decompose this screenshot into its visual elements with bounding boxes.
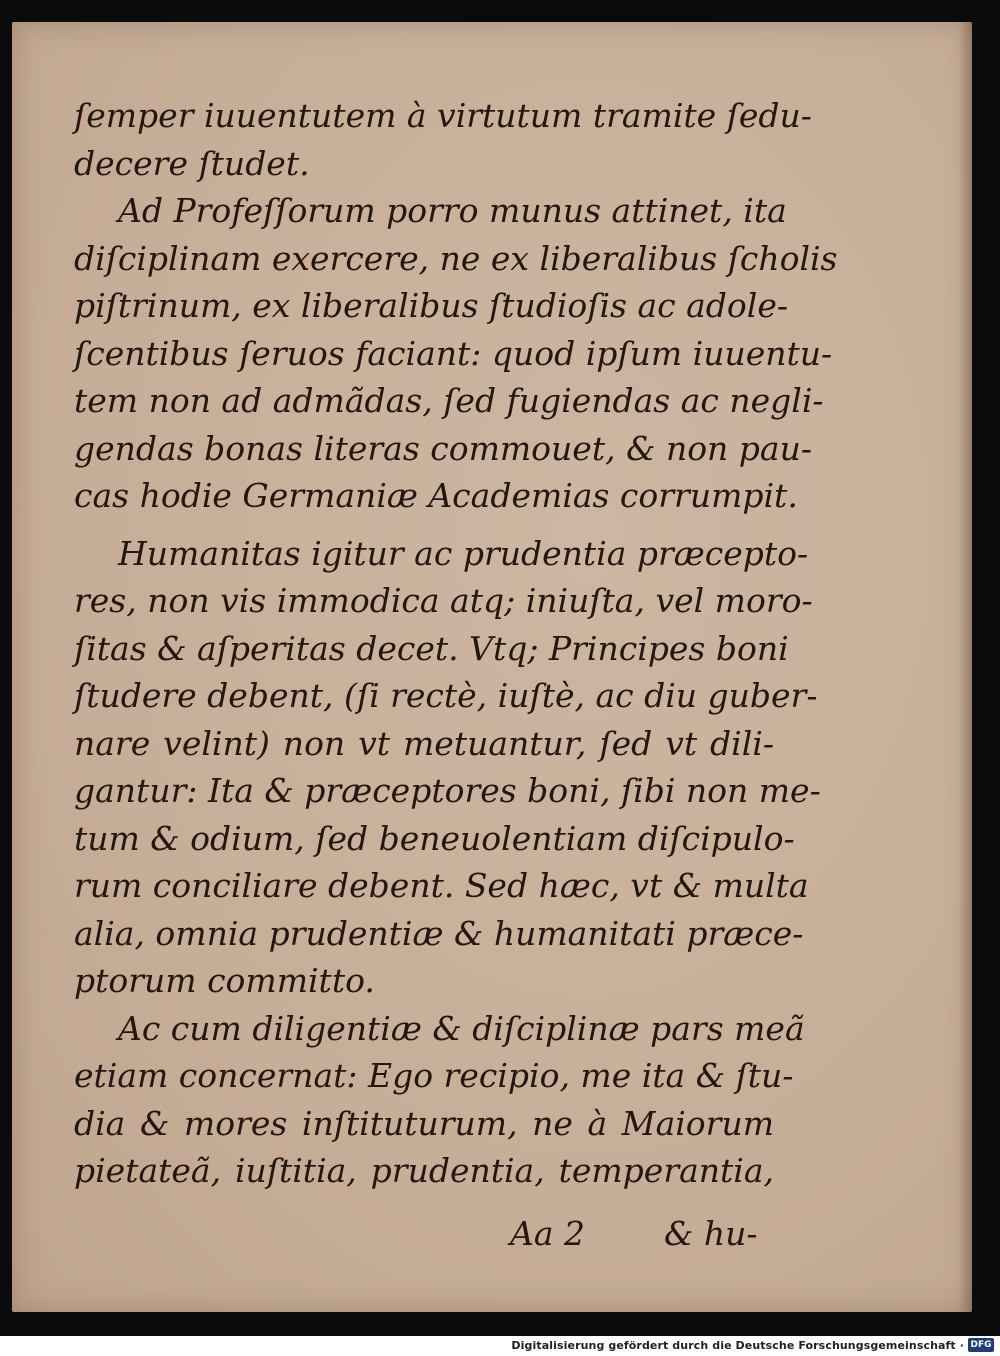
text-line: rum conciliare debent. Sed hæc, vt & multa <box>74 866 809 905</box>
book-page <box>12 22 972 1312</box>
signature-mark: Aa 2 <box>510 1214 585 1253</box>
text-line: Humanitas igitur ac prudentia præcepto- <box>118 533 809 573</box>
text-line: diſciplinam exercere, ne ex liberalibus ſcholis <box>74 238 838 278</box>
funding-credit: Digitalisierung gefördert durch die Deutsche Forschungsgemeinschaft · <box>511 1339 964 1352</box>
text-line: ſemper iuuentutem à virtutum tramite ſedu- <box>74 96 812 135</box>
text-line: gantur: Ita & præceptores boni, ſibi non me- <box>74 771 821 810</box>
text-line: dia & mores inſtituturum, ne à Maiorum <box>74 1103 774 1143</box>
text-line: cas hodie Germaniæ Academias corrumpit. <box>74 476 798 515</box>
text-line: ſitas & aſperitas decet. Vtq; Principes boni <box>74 628 789 668</box>
text-line: etiam concernat: Ego recipio, me ita & ſtu- <box>74 1056 794 1095</box>
body-text <box>74 92 838 1195</box>
text-line: ſcentibus ſeruos faciant: quod ipſum iuuentu- <box>74 333 833 373</box>
text-line: Ac cum diligentiæ & diſciplinæ pars meã <box>118 1008 805 1048</box>
text-line: alia, omnia prudentiæ & humanitati præce- <box>74 913 804 953</box>
text-line: ptorum committo. <box>74 961 375 1000</box>
text-line: tum & odium, ſed beneuolentiam diſcipulo- <box>74 818 795 858</box>
text-line: gendas bonas literas commouet, & non pau- <box>74 428 813 468</box>
text-line: decere ſtudet. <box>74 143 310 183</box>
text-line: pietateã, iuſtitia, prudentia, temperantia, <box>74 1151 774 1190</box>
catchword: & hu- <box>664 1214 758 1253</box>
text-line: Ad Profeſſorum porro munus attinet, ita <box>118 191 787 230</box>
text-line: tem non ad admãdas, ſed fugiendas ac negli- <box>74 381 824 420</box>
text-line: nare velint) non vt metuantur, ſed vt dili- <box>74 723 774 763</box>
paragraph-gap <box>74 520 774 530</box>
page-edge-shadow <box>958 22 972 1312</box>
footer-bar <box>0 1336 1000 1356</box>
dfg-logo: DFG <box>968 1338 994 1352</box>
text-line: ſtudere debent, (ſi rectè, iuſtè, ac diu guber- <box>74 676 818 715</box>
text-line: res, non vis immodica atq; iniuſta, vel moro- <box>74 581 813 620</box>
text-line: piſtrinum, ex liberalibus ſtudioſis ac adole- <box>74 286 789 325</box>
catchline <box>12 1214 972 1264</box>
